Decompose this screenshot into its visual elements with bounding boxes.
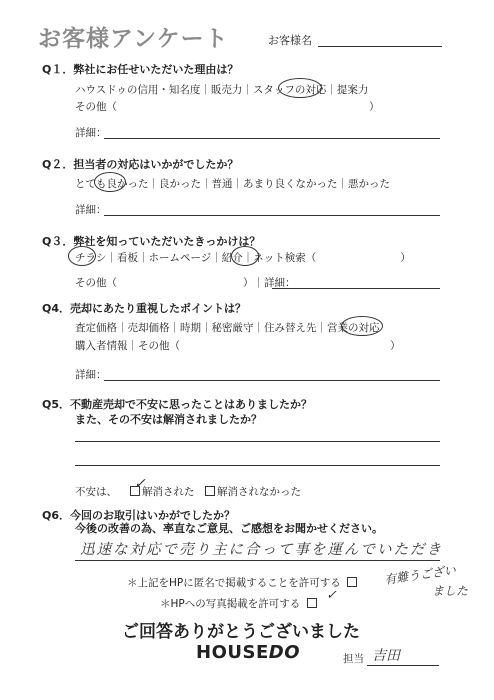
q3-other: その他（ ）｜詳細：	[75, 277, 296, 289]
q4-detail-field[interactable]	[104, 380, 440, 381]
q3-question: Q３．弊社を知っていただいたきっかけは？	[42, 235, 261, 248]
closing-message: ご回答ありがとうございました	[122, 622, 360, 642]
resolved-label: 解消された	[142, 486, 195, 498]
company-logo	[196, 642, 300, 663]
logo-do-text: DO	[268, 642, 300, 663]
staff-name-field[interactable]	[367, 665, 439, 666]
q2-selected-mark	[94, 172, 126, 192]
q5-answer-line-2[interactable]	[75, 465, 440, 466]
q1-other: その他（ ）	[75, 101, 380, 113]
staff-name: 吉田	[372, 648, 400, 664]
unresolved-label: 解消されなかった	[217, 486, 301, 498]
q6-handwritten-comment: 迅速な対応で売り主に合って事を運んでいただき	[80, 542, 443, 558]
handwritten-thanks-2: ました	[432, 584, 469, 598]
q4-options: 査定価格｜売却価格｜時期｜秘密厳守｜住み替え先｜営業の対応	[75, 322, 380, 334]
q2-question: Q２．担当者の対応はいかがでしたか？	[42, 158, 239, 171]
q1-options: ハウスドゥの信用・知名度｜販売力｜スタッフの対応｜提案力	[75, 84, 369, 96]
handwritten-thanks-1: 有難うござい	[383, 563, 457, 587]
q3-selected-mark-1	[68, 246, 96, 266]
consent-checkbox[interactable]	[347, 577, 357, 587]
unresolved-checkbox[interactable]	[205, 486, 215, 496]
q5-unresolved-option[interactable]	[205, 484, 301, 499]
q6-photo-consent-text	[160, 596, 319, 611]
q3-selected-mark-2	[231, 246, 259, 266]
q5-question: Q5．不動産売却で不安に思ったことはありましたか？	[42, 398, 313, 411]
q3-detail-field[interactable]	[272, 288, 440, 289]
q6-answer-line[interactable]	[75, 560, 440, 561]
q6-question: Q6．今回のお取引はいかがでしたか？	[42, 509, 236, 522]
q1-detail-label: 詳細：	[75, 127, 107, 139]
q6-consent-text	[127, 575, 359, 590]
q4-selected-mark	[341, 316, 383, 336]
photo-consent-checkbox[interactable]	[307, 598, 317, 608]
q4-options-2: 購入者情報｜その他（ ）	[75, 340, 401, 352]
photo-consent-text: ＊HPへの写真掲載を許可する	[160, 598, 301, 610]
q4-question: Q4．売却にあたり重視したポイントは？	[42, 302, 247, 315]
photo-consent-check-mark: ✓	[326, 588, 337, 603]
consent-text: ＊上記をHPに匿名で掲載することを許可する	[127, 577, 341, 589]
customer-name-label: お客様名	[268, 34, 312, 47]
q2-detail-field[interactable]	[104, 215, 440, 216]
q5-question-2: また、その不安は解消されましたか？	[75, 413, 262, 426]
q1-question: Q１．弊社にお任せいただいた理由は？	[42, 63, 239, 76]
q1-detail-field[interactable]	[104, 138, 440, 139]
q5-answer-line-1[interactable]	[75, 441, 440, 442]
q3-options: チラシ｜看板｜ホームページ｜紹介｜ネット検索（ ）	[75, 252, 411, 264]
q1-selected-mark	[278, 78, 322, 98]
resolved-check-mark: ✓	[134, 476, 146, 492]
q5-anxiety-label: 不安は、	[75, 486, 117, 498]
staff-label: 担当	[343, 653, 364, 665]
survey-title: お客様アンケート	[38, 26, 229, 52]
q4-detail-label: 詳細：	[75, 369, 107, 381]
q6-question-2: 今後の改善の為、率直なご意見、ご感想をお聞かせください。	[75, 522, 383, 535]
q2-options: とても良かった｜良かった｜普通｜あまり良くなかった｜悪かった	[75, 178, 390, 190]
customer-name-field[interactable]	[318, 46, 442, 47]
logo-house-text: HOUSE	[196, 642, 269, 663]
q2-detail-label: 詳細：	[75, 204, 107, 216]
